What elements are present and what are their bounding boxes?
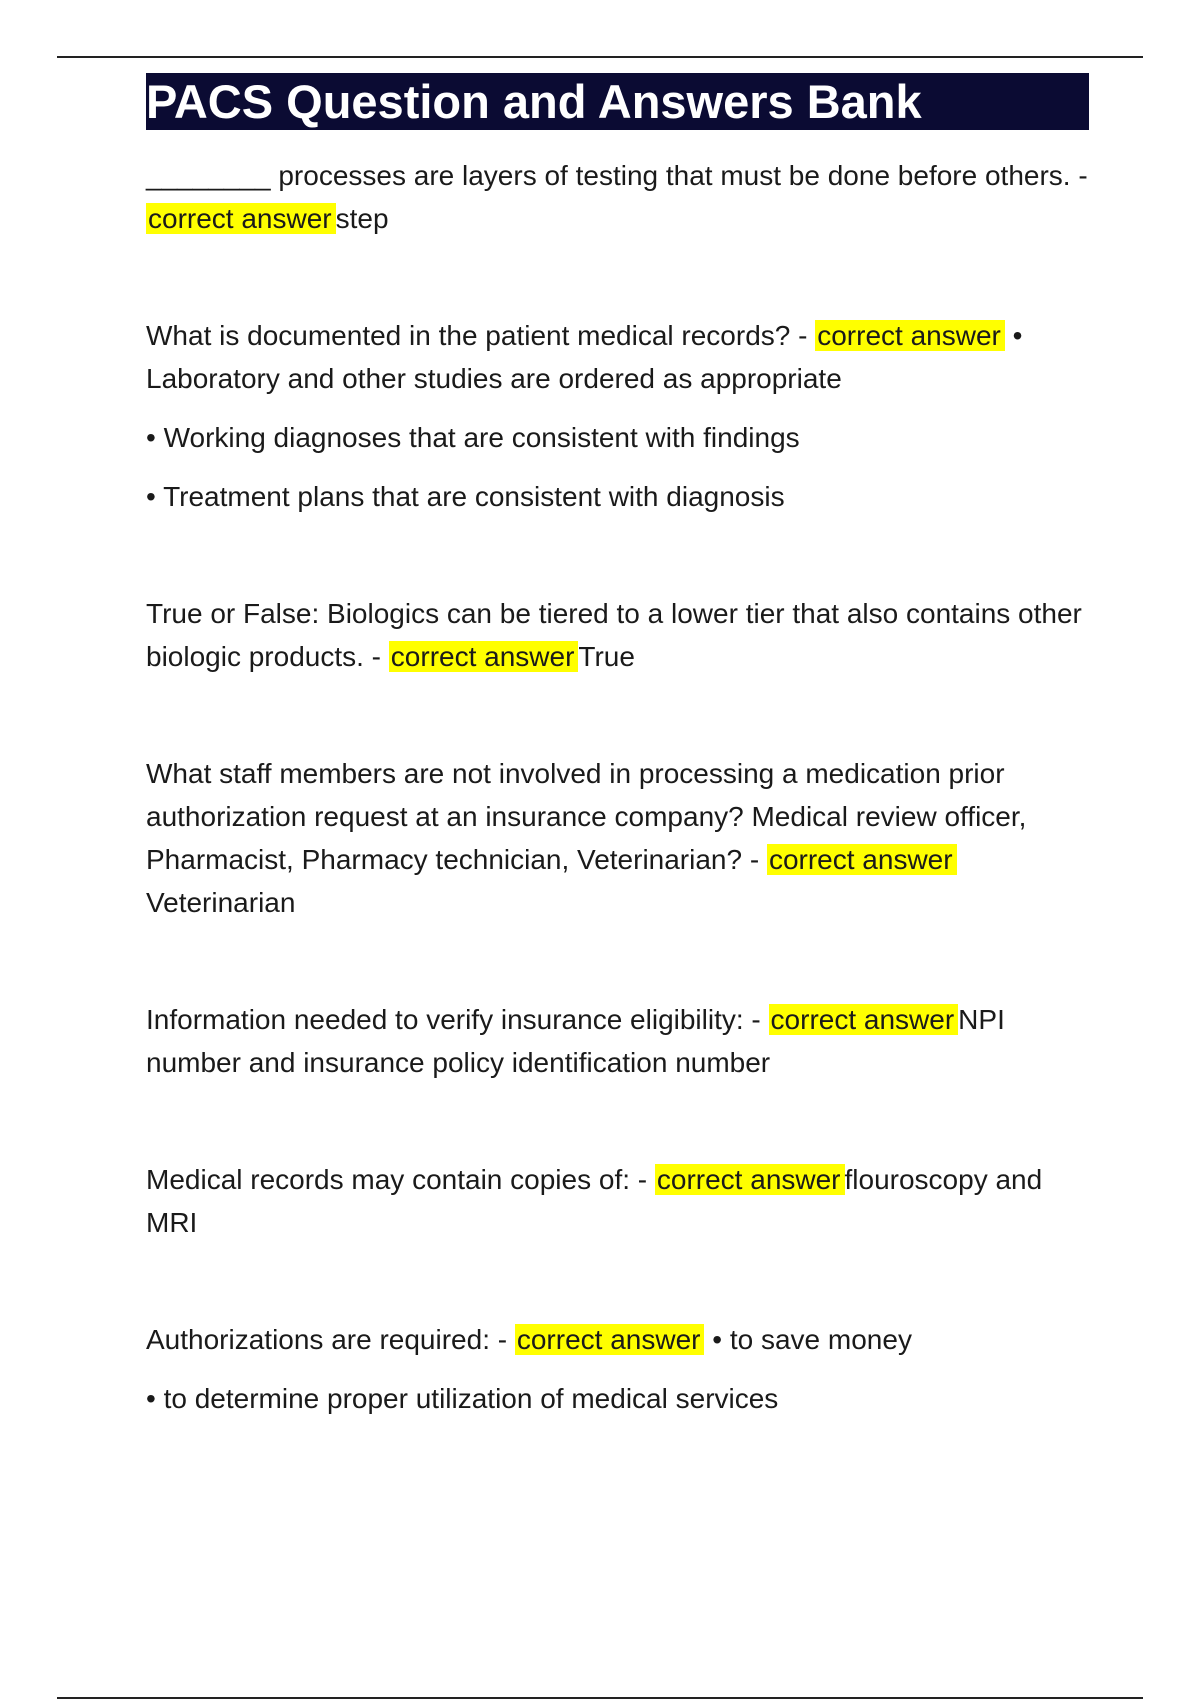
qa-item — [146, 752, 1096, 924]
correct-answer-highlight: correct answer — [767, 844, 957, 875]
qa-paragraph — [146, 998, 1096, 1084]
question-text: Authorizations are required: - — [146, 1324, 515, 1355]
qa-item — [146, 1318, 1096, 1420]
qa-paragraph — [146, 314, 1096, 400]
qa-item — [146, 314, 1096, 518]
answer-bullet: • Working diagnoses that are consistent with findings — [146, 422, 800, 453]
answer-bullet: • to determine proper utilization of medical services — [146, 1383, 779, 1414]
qa-paragraph — [146, 1158, 1096, 1244]
qa-paragraph — [146, 154, 1096, 240]
question-text: Medical records may contain copies of: - — [146, 1164, 655, 1195]
correct-answer-highlight: correct answer — [389, 641, 579, 672]
qa-item — [146, 154, 1096, 240]
answer-bullet: • Treatment plans that are consistent with diagnosis — [146, 481, 785, 512]
qa-paragraph — [146, 1318, 1096, 1361]
qa-list — [146, 154, 1096, 1494]
correct-answer-highlight: correct answer — [815, 320, 1005, 351]
answer-text: • Laboratory and other studies are ordered as appropriate — [146, 320, 1023, 394]
answer-text: NPI number and insurance policy identification number — [146, 1004, 1005, 1078]
question-text: Information needed to verify insurance eligibility: - — [146, 1004, 769, 1035]
question-text: What is documented in the patient medical records? - — [146, 320, 816, 351]
correct-answer-highlight: correct answer — [515, 1324, 705, 1355]
correct-answer-highlight: correct answer — [769, 1004, 959, 1035]
bottom-rule — [57, 1697, 1143, 1699]
answer-text: True — [578, 641, 635, 672]
answer-text: flouroscopy and MRI — [146, 1164, 1043, 1238]
correct-answer-highlight: correct answer — [655, 1164, 845, 1195]
question-text: ________ processes are layers of testing that must be done before others. - — [146, 160, 1088, 191]
question-text: What staff members are not involved in processing a medication prior authorization request at an insurance company? Medical review officer, Pharmacist, Pharmacy technician, Veterinarian? - — [146, 758, 1027, 875]
qa-paragraph — [146, 752, 1096, 924]
qa-item — [146, 998, 1096, 1084]
document-title: PACS Question and Answers Bank — [146, 73, 1089, 130]
answer-text: • to save money — [712, 1324, 912, 1355]
qa-item — [146, 592, 1096, 678]
qa-item — [146, 1158, 1096, 1244]
qa-paragraph — [146, 592, 1096, 678]
top-rule — [57, 56, 1143, 58]
correct-answer-highlight: correct answer — [146, 203, 336, 234]
answer-text: Veterinarian — [146, 887, 296, 918]
question-text: True or False: Biologics can be tiered to a lower tier that also contains other biologic products. - — [146, 598, 1082, 672]
answer-text: step — [335, 203, 389, 234]
